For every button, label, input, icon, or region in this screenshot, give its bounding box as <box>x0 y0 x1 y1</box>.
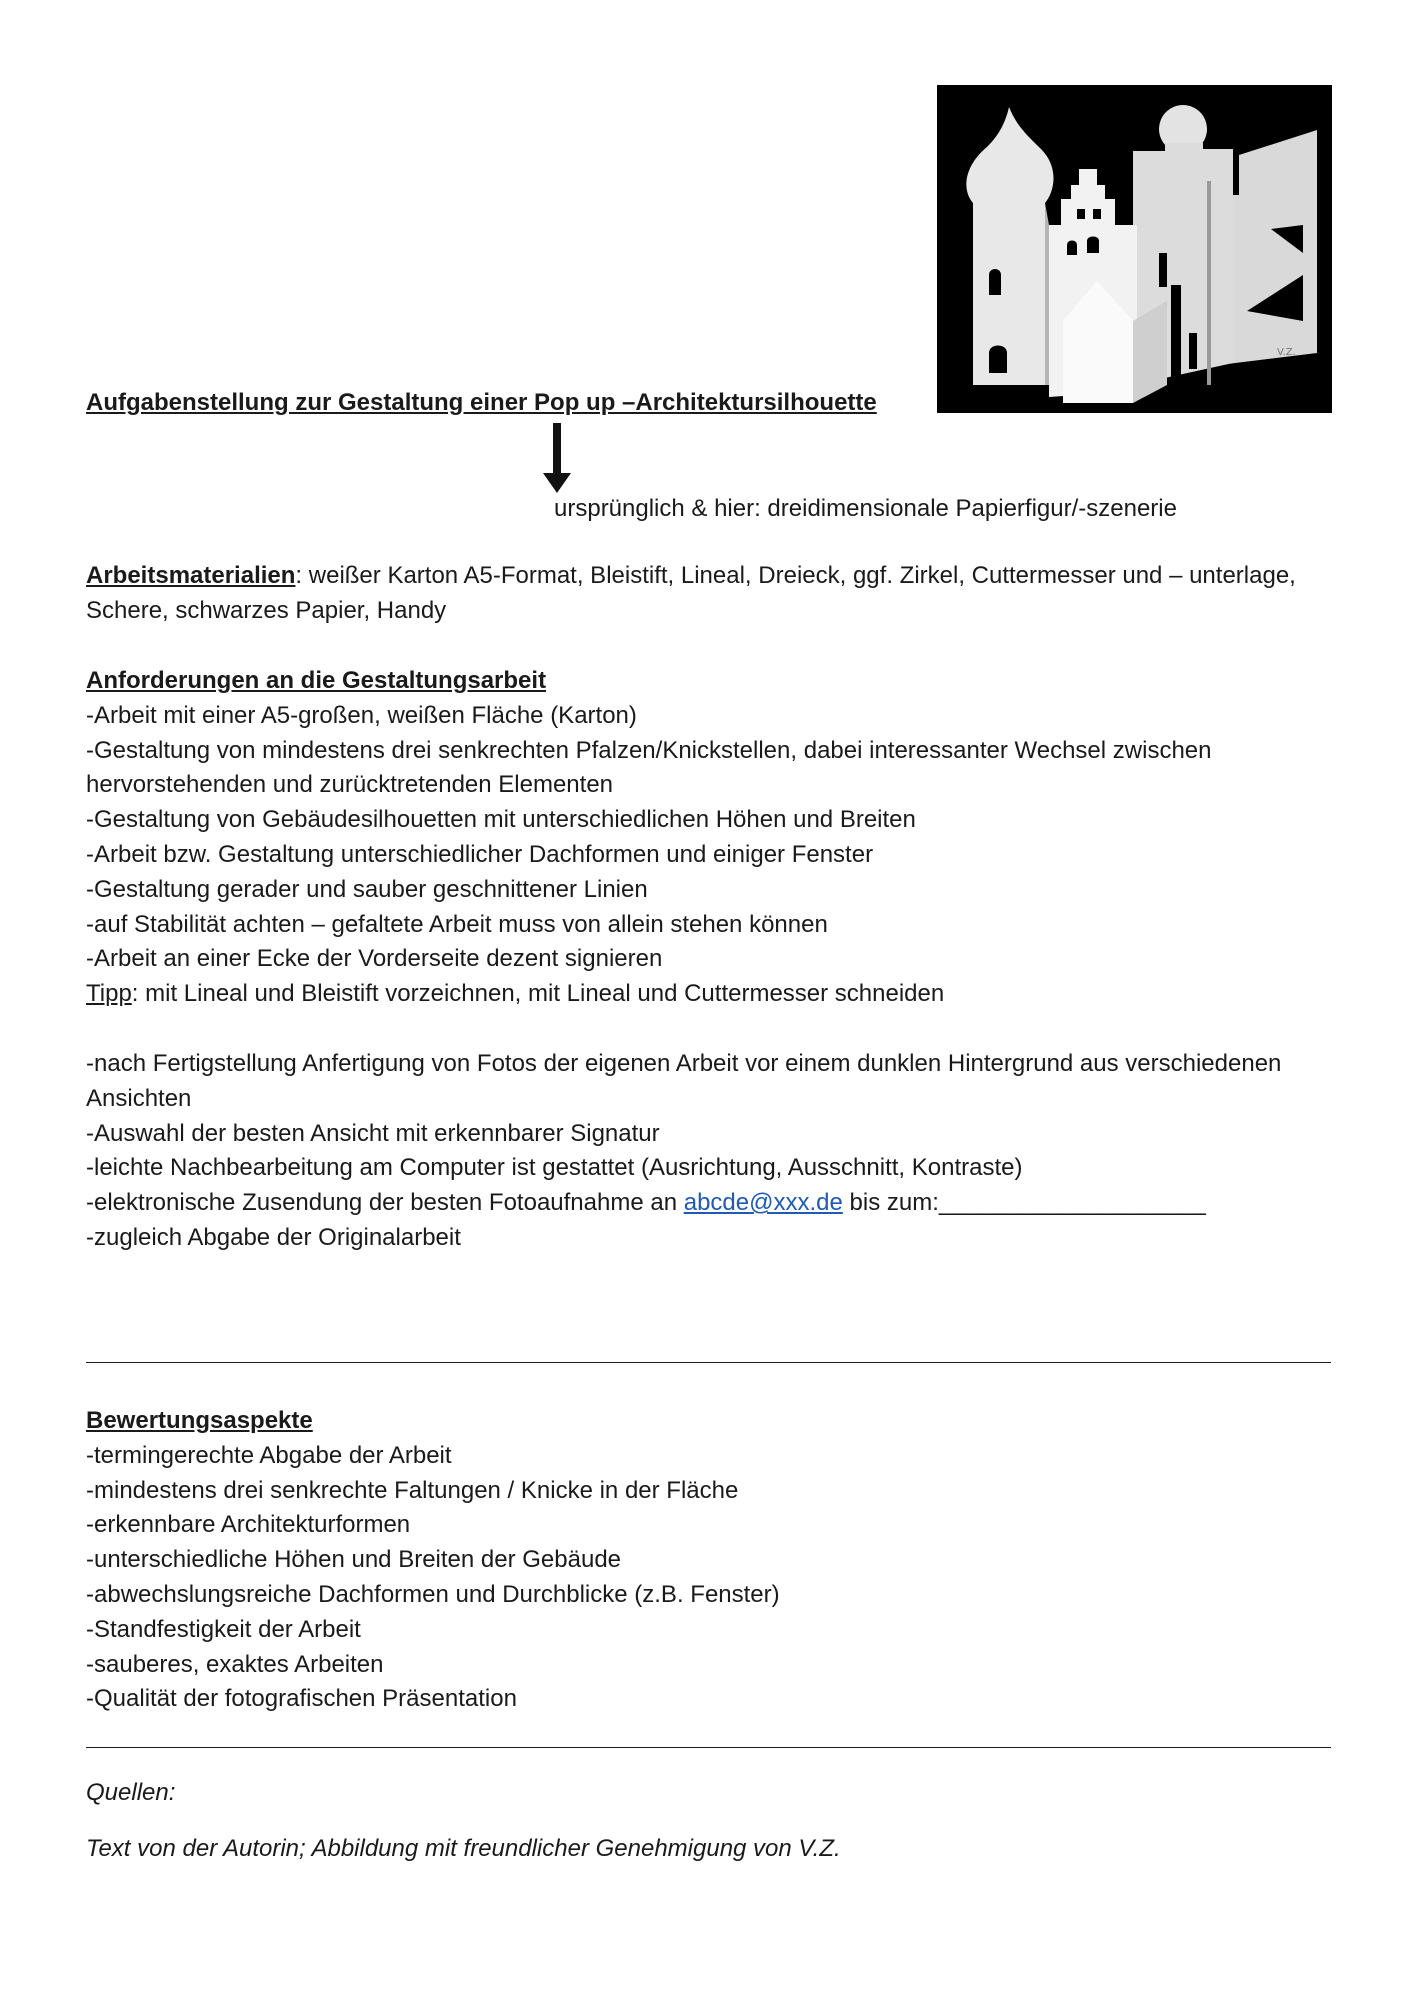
evaluation-heading: Bewertungsaspekte <box>86 1407 313 1434</box>
photo-task-item: -zugleich Abgabe der Originalarbeit <box>86 1223 461 1251</box>
evaluation-item: -Qualität der fotografischen Präsentation <box>86 1685 517 1713</box>
send-suffix: bis zum:____________________ <box>842 1189 1206 1217</box>
evaluation-item: -mindestens drei senkrechte Faltungen / Knicke in der Fläche <box>86 1476 739 1504</box>
materials-label: Arbeitsmaterialien <box>86 562 296 589</box>
photo-task-item: -Auswahl der besten Ansicht mit erkennbarer Signatur <box>86 1119 660 1147</box>
requirement-item: -Arbeit an einer Ecke der Vorderseite dezent signieren <box>86 945 663 973</box>
send-line <box>86 1186 1331 1221</box>
evaluation-section <box>86 1404 1331 1717</box>
popup-architecture-photo <box>937 85 1332 413</box>
photo-tasks-section <box>86 1047 1331 1256</box>
arrow-caption: ursprünglich & hier: dreidimensionale Papierfigur/-szenerie <box>554 495 1177 522</box>
evaluation-item: -unterschiedliche Höhen und Breiten der Gebäude <box>86 1546 622 1574</box>
sources-text: Text von der Autorin; Abbildung mit freundlicher Genehmigung von V.Z. <box>86 1835 841 1862</box>
evaluation-item: -sauberes, exaktes Arbeiten <box>86 1650 384 1678</box>
requirement-item: -Gestaltung von Gebäudesilhouetten mit unterschiedlichen Höhen und Breiten <box>86 806 916 834</box>
evaluation-item: -Standfestigkeit der Arbeit <box>86 1615 361 1643</box>
materials-text: : weißer Karton A5-Format, Bleistift, Lineal, Dreieck, ggf. Zirkel, Cuttermesser und – unterlage, Schere, schwarzes Papier, Handy <box>86 562 1296 624</box>
email-link[interactable]: abcde@xxx.de <box>683 1189 843 1217</box>
evaluation-item: -abwechslungsreiche Dachformen und Durchblicke (z.B. Fenster) <box>86 1580 780 1608</box>
photo-task-item: -leichte Nachbearbeitung am Computer ist gestattet (Ausrichtung, Ausschnitt, Kontraste) <box>86 1154 1023 1182</box>
send-prefix: -elektronische Zusendung der besten Fotoaufnahme an <box>86 1189 684 1217</box>
requirement-item: -Arbeit bzw. Gestaltung unterschiedlicher Dachformen und einiger Fenster <box>86 840 874 868</box>
requirements-section <box>86 664 1331 1012</box>
divider <box>86 1747 1331 1748</box>
paper-silhouette-image <box>937 85 1332 413</box>
requirement-item: -auf Stabilität achten – gefaltete Arbeit muss von allein stehen können <box>86 910 828 938</box>
evaluation-item: -erkennbare Architekturformen <box>86 1511 411 1539</box>
materials-section <box>86 559 1331 629</box>
requirement-item: -Gestaltung von mindestens drei senkrechten Pfalzen/Knickstellen, dabei interessanter Wechsel zwischen hervorstehenden und zurücktretenden Elementen <box>86 736 1212 799</box>
evaluation-item: -termingerechte Abgabe der Arbeit <box>86 1441 452 1469</box>
arrow-down-icon <box>543 423 571 493</box>
requirements-heading: Anforderungen an die Gestaltungsarbeit <box>86 667 547 694</box>
divider <box>86 1362 1331 1363</box>
tip-line <box>86 977 1331 1012</box>
photo-signature: V.Z. <box>1277 347 1296 358</box>
requirement-item: -Gestaltung gerader und sauber geschnittener Linien <box>86 875 648 903</box>
requirement-item: -Arbeit mit einer A5-großen, weißen Fläche (Karton) <box>86 701 637 729</box>
sources-label: Quellen: <box>86 1779 176 1806</box>
tip-label: Tipp <box>86 980 132 1008</box>
photo-task-item: -nach Fertigstellung Anfertigung von Fotos der eigenen Arbeit vor einem dunklen Hintergrund aus verschiedenen Ansichten <box>86 1050 1282 1112</box>
page-title: Aufgabenstellung zur Gestaltung einer Pop up –Architektursilhouette <box>86 389 877 416</box>
tip-text: : mit Lineal und Bleistift vorzeichnen, mit Lineal und Cuttermesser schneiden <box>131 980 945 1008</box>
